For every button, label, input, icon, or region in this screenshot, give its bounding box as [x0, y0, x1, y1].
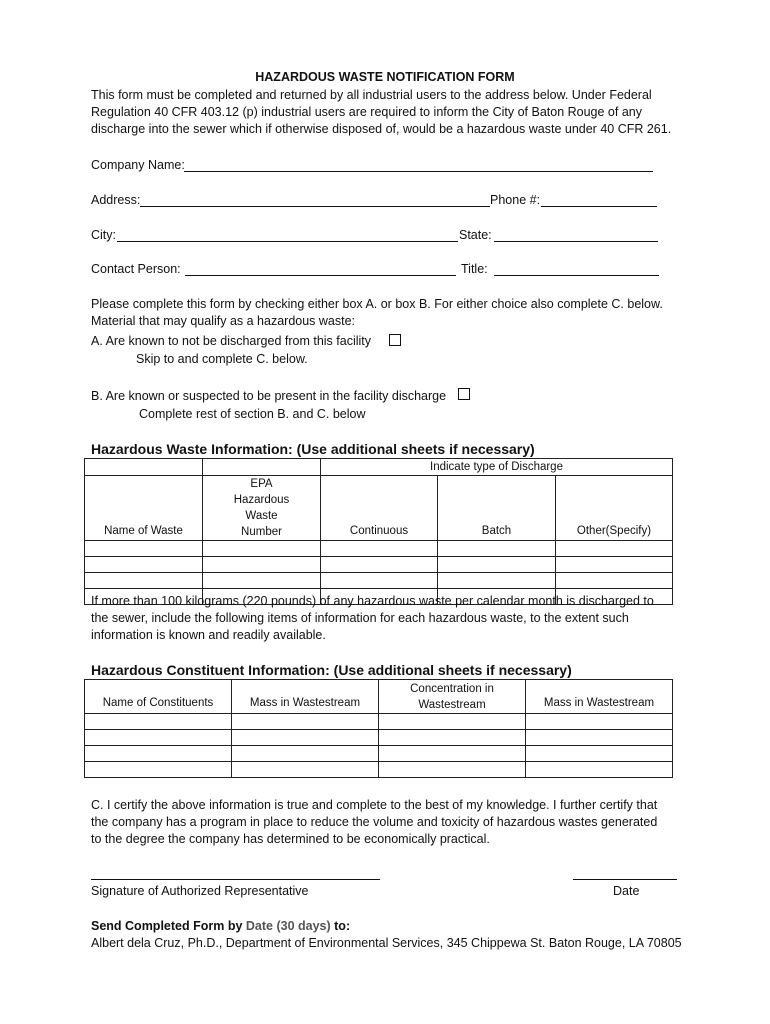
waste-table-blank-header — [203, 459, 321, 476]
table-row — [85, 730, 673, 746]
instructions-line-1: Please complete this form by checking either box A. or box B. For either choice also complete C. below. — [91, 297, 663, 311]
table-cell[interactable] — [85, 730, 232, 746]
waste-section-heading: Hazardous Waste Information: (Use additional sheets if necessary) — [91, 441, 535, 457]
table-row — [85, 557, 673, 573]
column-header: Batch — [438, 476, 556, 541]
waste-table — [84, 458, 673, 605]
column-header: Mass in Wastestream — [526, 680, 673, 714]
constituent-table — [84, 679, 673, 778]
table-cell[interactable] — [85, 557, 203, 573]
state-field[interactable] — [494, 241, 658, 242]
table-cell[interactable] — [379, 746, 526, 762]
table-cell[interactable] — [438, 573, 556, 589]
table-cell[interactable] — [526, 730, 673, 746]
signature-label: Signature of Authorized Representative — [91, 884, 309, 898]
discharge-type-header: Indicate type of Discharge — [321, 459, 673, 476]
table-cell[interactable] — [526, 762, 673, 778]
option-b-checkbox[interactable] — [458, 388, 470, 400]
table-cell[interactable] — [203, 573, 321, 589]
table-cell[interactable] — [203, 557, 321, 573]
table-cell[interactable] — [526, 746, 673, 762]
column-header: EPA Hazardous Waste Number — [203, 476, 321, 541]
company-name-field[interactable] — [184, 171, 653, 172]
table-cell[interactable] — [203, 541, 321, 557]
option-b-label: B. Are known or suspected to be present in the facility discharge — [91, 389, 447, 403]
certification-text: C. I certify the above information is true and complete to the best of my knowledge. I further certify that the company has a program in place to reduce the volume and toxicity of hazardous wastes generated to the degree the company has determined to be economically practical. — [91, 798, 658, 846]
city-field[interactable] — [117, 241, 458, 242]
table-cell[interactable] — [85, 746, 232, 762]
table-cell[interactable] — [556, 573, 673, 589]
table-row — [85, 541, 673, 557]
waste-table-blank-header — [85, 459, 203, 476]
table-row — [85, 573, 673, 589]
address-label: Address: — [91, 193, 141, 207]
table-row — [85, 746, 673, 762]
option-a-label: A. Are known to not be discharged from this facility — [91, 334, 371, 348]
table-cell[interactable] — [379, 714, 526, 730]
table-cell[interactable] — [438, 541, 556, 557]
table-cell[interactable] — [85, 762, 232, 778]
signature-line[interactable] — [91, 879, 380, 880]
date-line[interactable] — [573, 879, 677, 880]
threshold-note: If more than 100 kilograms (220 pounds) of any hazardous waste per calendar month is discharged to the sewer, include the following items of information for each hazardous waste, to the extent such information is known and readily available. — [91, 594, 654, 642]
column-header: Name of Waste — [85, 476, 203, 541]
intro-paragraph: This form must be completed and returned by all industrial users to the address below. Under Federal Regulation 40 CFR 403.12 (p) industrial users are required to inform the City of Baton Rouge of any discharge into the sewer which if otherwise disposed of, would be a hazardous waste under 40 CFR 261. — [91, 88, 672, 136]
column-header: Concentration in Wastestream — [379, 680, 526, 714]
column-header: Name of Constituents — [85, 680, 232, 714]
phone-label: Phone #: — [490, 193, 541, 207]
phone-field[interactable] — [541, 206, 657, 207]
city-label: City: — [91, 228, 116, 242]
table-cell[interactable] — [379, 762, 526, 778]
column-header: Continuous — [321, 476, 438, 541]
table-cell[interactable] — [232, 746, 379, 762]
address-field[interactable] — [140, 206, 490, 207]
option-a-checkbox[interactable] — [389, 334, 401, 346]
table-row — [85, 762, 673, 778]
table-cell[interactable] — [556, 557, 673, 573]
mailing-address: Albert dela Cruz, Ph.D., Department of Environmental Services, 345 Chippewa St. Baton Rouge, LA 70805 — [91, 936, 682, 950]
contact-person-field[interactable] — [185, 275, 456, 276]
send-prefix: Send Completed Form by — [91, 919, 243, 933]
date-label: Date — [613, 884, 640, 898]
title-field[interactable] — [494, 275, 659, 276]
option-b-subtext: Complete rest of section B. and C. below — [139, 407, 366, 421]
table-cell[interactable] — [321, 541, 438, 557]
send-line — [91, 919, 350, 933]
send-deadline: Date (30 days) — [245, 919, 331, 933]
form-title: HAZARDOUS WASTE NOTIFICATION FORM — [255, 70, 515, 84]
title-label: Title: — [461, 262, 488, 276]
table-cell[interactable] — [379, 730, 526, 746]
table-row — [85, 714, 673, 730]
table-cell[interactable] — [321, 557, 438, 573]
table-cell[interactable] — [232, 762, 379, 778]
constituent-section-heading: Hazardous Constituent Information: (Use additional sheets if necessary) — [91, 662, 572, 678]
column-header: Other(Specify) — [556, 476, 673, 541]
table-cell[interactable] — [85, 573, 203, 589]
company-name-label: Company Name: — [91, 158, 185, 172]
column-header: Mass in Wastestream — [232, 680, 379, 714]
table-cell[interactable] — [438, 557, 556, 573]
table-cell[interactable] — [556, 541, 673, 557]
table-cell[interactable] — [232, 730, 379, 746]
option-a-subtext: Skip to and complete C. below. — [136, 352, 308, 366]
send-suffix: to: — [334, 919, 351, 933]
table-cell[interactable] — [85, 714, 232, 730]
table-cell[interactable] — [85, 541, 203, 557]
table-cell[interactable] — [232, 714, 379, 730]
table-cell[interactable] — [526, 714, 673, 730]
table-cell[interactable] — [321, 573, 438, 589]
state-label: State: — [459, 228, 492, 242]
contact-person-label: Contact Person: — [91, 262, 181, 276]
instructions-line-2: Material that may qualify as a hazardous waste: — [91, 314, 356, 328]
